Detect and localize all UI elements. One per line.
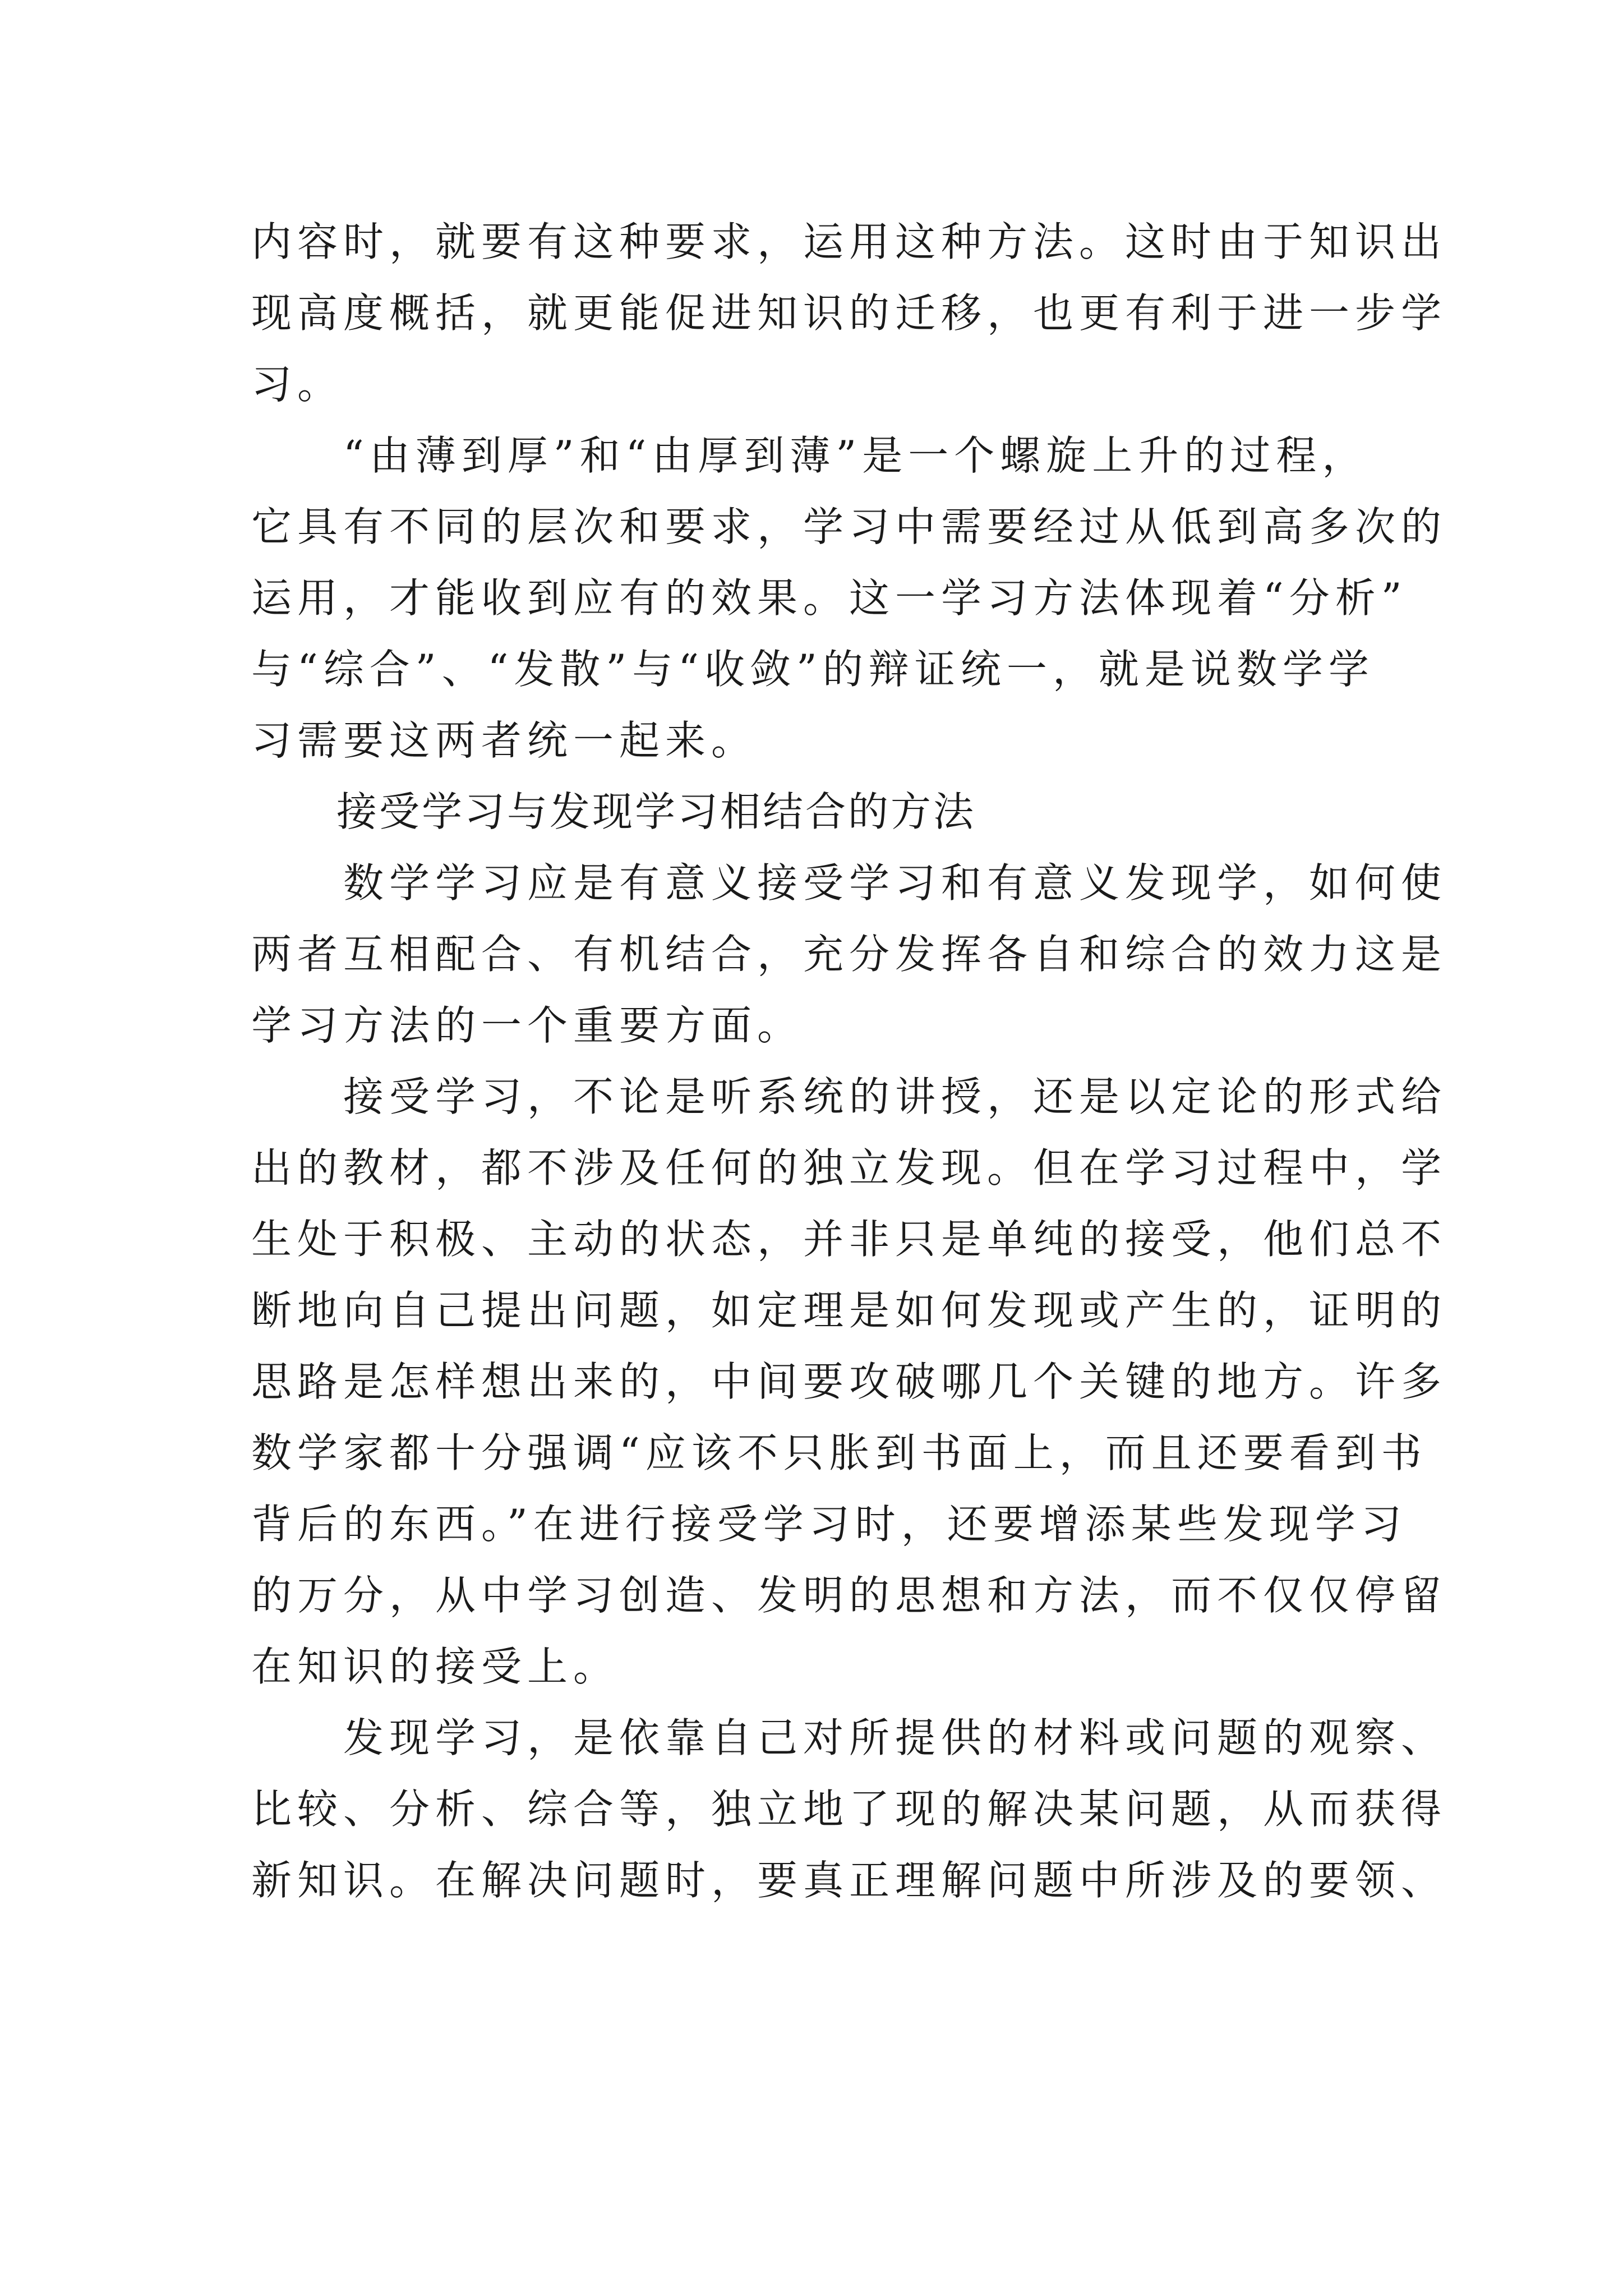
heading-text: 接受学习与发现学习相结合的方法 bbox=[251, 788, 976, 835]
text-line: 习需要这两者统一起来。 bbox=[251, 717, 758, 764]
text-line: 生处于积极、主动的状态，并非只是单纯的接受，他们总不 bbox=[251, 1216, 1447, 1263]
text-line: 接受学习，不论是听系统的讲授，还是以定论的形式给 bbox=[251, 1073, 1447, 1120]
text-line: 运用，才能收到应有的效果。这一学习方法体现着“分析” bbox=[251, 574, 1408, 622]
text-line: 的万分，从中学习创造、发明的思想和方法，而不仅仅停留 bbox=[251, 1572, 1447, 1619]
text-line: 内容时，就要有这种要求，运用这种方法。这时由于知识出 bbox=[251, 218, 1447, 265]
text-line: 学习方法的一个重要方面。 bbox=[251, 1002, 804, 1049]
paragraph bbox=[251, 206, 1447, 420]
text-line: 习。 bbox=[251, 361, 344, 408]
text-line: 比较、分析、综合等，独立地了现的解决某问题，从而获得 bbox=[251, 1786, 1447, 1833]
text-line: 断地向自己提出问题，如定理是如何发现或产生的，证明的 bbox=[251, 1287, 1447, 1334]
text-line: 数学家都十分强调“应该不只胀到书面上，而且还要看到书 bbox=[251, 1429, 1427, 1476]
text-line: 在知识的接受上。 bbox=[251, 1643, 620, 1690]
text-line: 发现学习，是依靠自己对所提供的材料或问题的观察、 bbox=[251, 1714, 1447, 1761]
section-heading bbox=[251, 776, 1407, 848]
text-line: 新知识。在解决问题时，要真正理解问题中所涉及的要领、 bbox=[251, 1857, 1447, 1904]
document-body bbox=[251, 206, 1447, 1916]
text-line: 思路是怎样想出来的，中间要攻破哪几个关键的地方。许多 bbox=[251, 1358, 1447, 1405]
paragraph bbox=[251, 420, 1447, 776]
text-line: 数学学习应是有意义接受学习和有意义发现学，如何使 bbox=[251, 859, 1447, 907]
text-line: 两者互相配合、有机结合，充分发挥各自和综合的效力这是 bbox=[251, 931, 1447, 978]
text-line: 与“综合”、“发散”与“收敛”的辩证统一，就是说数学学 bbox=[251, 646, 1375, 693]
paragraph bbox=[251, 848, 1447, 1061]
text-line: 背后的东西。”在进行接受学习时，还要增添某些发现学习 bbox=[251, 1501, 1407, 1548]
paragraph bbox=[251, 1703, 1447, 1916]
text-line: 现高度概括，就更能促进知识的迁移，也更有利于进一步学 bbox=[251, 289, 1447, 337]
text-line: “由薄到厚”和“由厚到薄”是一个螺旋上升的过程， bbox=[251, 432, 1368, 479]
text-line: 它具有不同的层次和要求，学习中需要经过从低到高多次的 bbox=[251, 503, 1447, 550]
paragraph bbox=[251, 1061, 1447, 1703]
text-line: 出的教材，都不涉及任何的独立发现。但在学习过程中，学 bbox=[251, 1144, 1447, 1191]
